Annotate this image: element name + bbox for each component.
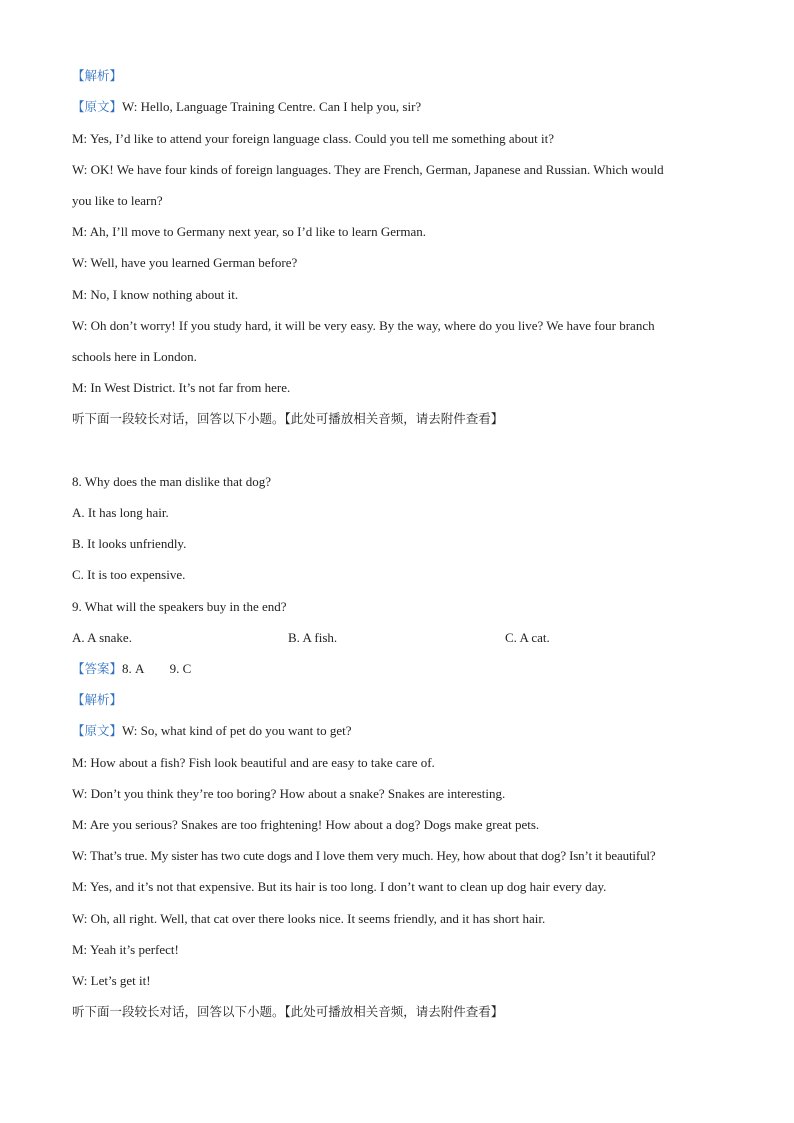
analysis-heading: 【解析】 xyxy=(72,68,123,83)
transcript-line: W: Oh, all right. Well, that cat over there looks nice. It seems friendly, and it has short hair. xyxy=(72,911,546,926)
transcript-text: W: So, what kind of pet do you want to get? xyxy=(122,723,352,738)
transcript-tag: 【原文】 xyxy=(72,99,123,114)
answer-tag: 【答案】 xyxy=(72,661,123,676)
question-9-options xyxy=(72,629,732,647)
transcript-line: M: In West District. It’s not far from here. xyxy=(72,380,291,395)
transcript-line xyxy=(72,98,732,116)
question-9-option-a: A. A snake. xyxy=(72,630,132,645)
transcript-line: M: No, I know nothing about it. xyxy=(72,287,239,302)
answer-text: 8. A 9. C xyxy=(122,661,192,676)
transcript-line: W: Well, have you learned German before? xyxy=(72,255,298,270)
answer-line xyxy=(72,660,732,678)
transcript-line: you like to learn? xyxy=(72,193,163,208)
transcript-line: M: Yeah it’s perfect! xyxy=(72,942,179,957)
question-8-option-b: B. It looks unfriendly. xyxy=(72,536,187,551)
listening-instruction: 听下面一段较长对话，回答以下小题。【此处可播放相关音频，请去附件查看】 xyxy=(72,411,504,426)
transcript-line xyxy=(72,722,732,740)
transcript-line: M: Are you serious? Snakes are too frightening! How about a dog? Dogs make great pets. xyxy=(72,817,540,832)
transcript-line: W: Let’s get it! xyxy=(72,973,151,988)
question-8-stem: 8. Why does the man dislike that dog? xyxy=(72,474,272,489)
question-9-stem: 9. What will the speakers buy in the end? xyxy=(72,599,287,614)
question-8-option-c: C. It is too expensive. xyxy=(72,567,186,582)
listening-instruction: 听下面一段较长对话，回答以下小题。【此处可播放相关音频，请去附件查看】 xyxy=(72,1004,504,1019)
transcript-line: W: OK! We have four kinds of foreign languages. They are French, German, Japanese and Russian. Which would xyxy=(72,162,664,177)
transcript-tag: 【原文】 xyxy=(72,723,123,738)
transcript-line: W: That’s true. My sister has two cute dogs and I love them very much. Hey, how about that dog? Isn’t it beautiful? xyxy=(72,848,656,863)
question-9-option-b: B. A fish. xyxy=(288,630,338,645)
question-8-option-a: A. It has long hair. xyxy=(72,505,169,520)
transcript-line: M: How about a fish? Fish look beautiful and are easy to take care of. xyxy=(72,755,435,770)
analysis-heading: 【解析】 xyxy=(72,692,123,707)
transcript-line: schools here in London. xyxy=(72,349,197,364)
transcript-line: M: Yes, I’d like to attend your foreign language class. Could you tell me something about it? xyxy=(72,131,555,146)
question-9-option-c: C. A cat. xyxy=(505,630,550,645)
transcript-text: W: Hello, Language Training Centre. Can I help you, sir? xyxy=(122,99,422,114)
transcript-line: M: Yes, and it’s not that expensive. But its hair is too long. I don’t want to clean up dog hair every day. xyxy=(72,879,607,894)
transcript-line: M: Ah, I’ll move to Germany next year, so I’d like to learn German. xyxy=(72,224,426,239)
transcript-line: W: Oh don’t worry! If you study hard, it will be very easy. By the way, where do you live? We have four branch xyxy=(72,318,655,333)
transcript-line: W: Don’t you think they’re too boring? How about a snake? Snakes are interesting. xyxy=(72,786,506,801)
